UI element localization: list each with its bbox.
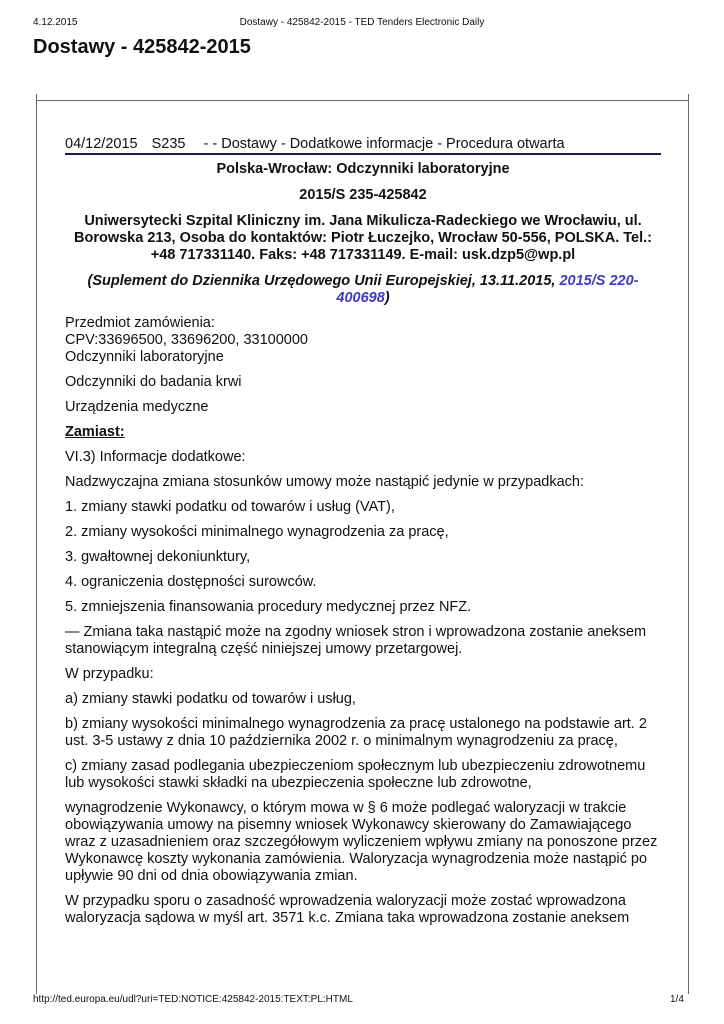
list-item: 1. zmiany stawki podatku od towarów i usług (VAT), [65,499,395,515]
notice-description: - - Dostawy - Dodatkowe informacje - Procedura otwarta [203,136,565,152]
contracting-authority: Uniwersytecki Szpital Kliniczny im. Jana Mikulicza-Radeckiego we Wrocławiu, ul. Borowska 213, Osoba do kontaktów: Piotr Łuczejko, Wrocław 50-556, POLSKA. Tel.: +48 717331140. Faks: +48 717331149. E-mail: usk.dzp5@wp.pl [74,213,652,263]
supplement-suffix: ) [384,290,390,306]
case-b: b) zmiany wysokości minimalnego wynagrodzenia za pracę ustalonego na podstawie art. 2 ust. 3-5 ustawy z dnia 10 października 2002 r. o minimalnym wynagrodzeniu za pracę, [65,716,647,749]
supplement-reference [65,273,661,307]
change-paragraph: — Zmiana taka nastąpić może na zgodny wniosek stron i wprowadzona zostanie aneksem stanowiącym integralną część niniejszej umowy przetargowej. [65,624,647,657]
item-medical-devices: Urządzenia medyczne [65,399,209,415]
instead-label: Zamiast: [65,424,125,440]
cpv-codes: CPV:33696500, 33696200, 33100000 [65,332,308,348]
print-url: http://ted.europa.eu/udl?uri=TED:NOTICE:425842-2015:TEXT:PL:HTML [33,994,353,1005]
print-date: 4.12.2015 [33,17,78,28]
case-a: a) zmiany stawki podatku od towarów i usług, [65,691,356,707]
notice-issue: S235 [151,136,186,152]
print-page-title: Dostawy - 425842-2015 - TED Tenders Electronic Daily [239,17,485,28]
case-label: W przypadku: [65,666,154,682]
document-title: Dostawy - 425842-2015 [33,36,251,58]
frame-top-border [36,100,689,101]
list-item: 5. zmniejszenia finansowania procedury medycznej przez NFZ. [65,599,472,615]
notice-date: 04/12/2015 [65,136,138,152]
remuneration-paragraph: wynagrodzenie Wykonawcy, o którym mowa w § 6 może podlegać waloryzacji w trakcie obowiązywania umowy na pisemny wniosek Wykonawcy skierowany do Zamawiającego wraz z uzasadnieniem oraz szczegółowym wyliczeniem wpływu zmiany na ponoszone przez Wykonawcę koszty wykonania zamówienia. Waloryzacja wynagrodzenia może nastąpić po upływie 90 dni od dnia obowiązywania zmian. [65,800,658,884]
dispute-paragraph: W przypadku sporu o zasadność wprowadzenia waloryzacji może zostać wprowadzona waloryzacja sądowa w myśl art. 3571 k.c. Zmiana taka wprowadzona zostanie aneksem [65,893,630,926]
supplement-link[interactable]: 2015/S 220-400698 [336,273,639,306]
item-blood-reagents: Odczynniki do badania krwi [65,374,242,390]
notice-content [65,136,661,935]
change-intro: Nadzwyczajna zmiana stosunków umowy może nastąpić jedynie w przypadkach: [65,474,585,490]
case-c: c) zmiany zasad podlegania ubezpieczeniom społecznym lub ubezpieczeniu zdrowotnemu lub wysokości stawki składki na ubezpieczenia społeczne lub zdrowotne, [65,758,646,791]
notice-header-line [65,136,661,155]
list-item: 4. ograniczenia dostępności surowców. [65,574,317,590]
cpv-description: Odczynniki laboratoryjne [65,349,224,365]
notice-number: 2015/S 235-425842 [299,187,427,203]
supplement-prefix: (Suplement do Dziennika Urzędowego Unii Europejskiej, 13.11.2015, [87,273,560,289]
list-item: 3. gwałtownej dekoniunktury, [65,549,251,565]
subject-title: Polska-Wrocław: Odczynniki laboratoryjne [216,161,510,177]
section-heading: VI.3) Informacje dodatkowe: [65,449,246,465]
frame-left-border [36,94,37,994]
page-number: 1/4 [670,994,684,1005]
list-item: 2. zmiany wysokości minimalnego wynagrodzenia za pracę, [65,524,449,540]
subject-label: Przedmiot zamówienia: [65,315,215,331]
frame-right-border [688,94,689,994]
